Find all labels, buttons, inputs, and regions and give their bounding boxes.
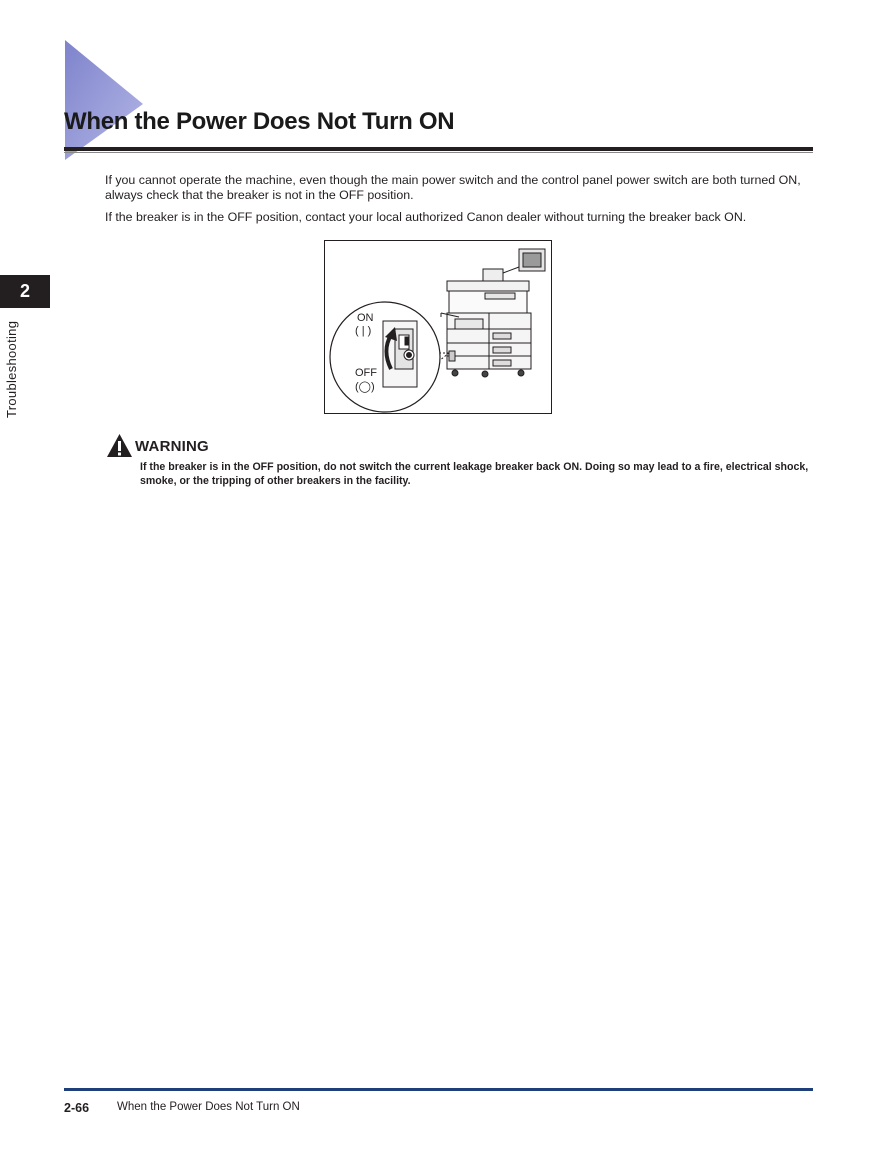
copier-machine-illustration — [441, 249, 545, 377]
title-rule — [64, 147, 813, 151]
page-title: When the Power Does Not Turn ON — [64, 108, 455, 135]
body-paragraph: If you cannot operate the machine, even though the main power switch and the control panel power switch are both turned ON, always check that the breaker is not in the OFF position. — [105, 173, 801, 202]
title-rule-secondary — [64, 152, 813, 153]
chapter-tab — [0, 275, 50, 308]
footer-title: When the Power Does Not Turn ON — [117, 1101, 300, 1113]
footer-page-number: 2-66 — [64, 1101, 90, 1115]
warning-heading: WARNING — [135, 438, 209, 455]
off-label: OFF — [355, 367, 377, 379]
breaker-figure — [324, 240, 552, 414]
off-symbol: (◯) — [355, 381, 375, 393]
chapter-number: 2 — [19, 281, 30, 301]
header-accent-triangle — [65, 40, 143, 160]
on-label: ON — [357, 312, 374, 324]
warning-text: If the breaker is in the OFF position, do not switch the current leakage breaker back ON. Doing so may lead to a fire, electrical shock, smoke, or the tripping of other breakers in the facility. — [140, 461, 809, 487]
chapter-side-label: Troubleshooting — [4, 320, 19, 418]
body-paragraph: If the breaker is in the OFF position, contact your local authorized Canon dealer without turning the breaker back ON. — [105, 210, 747, 224]
footer-rule — [64, 1088, 813, 1091]
on-symbol: ( | ) — [355, 325, 372, 337]
warning-triangle-icon — [106, 433, 133, 458]
